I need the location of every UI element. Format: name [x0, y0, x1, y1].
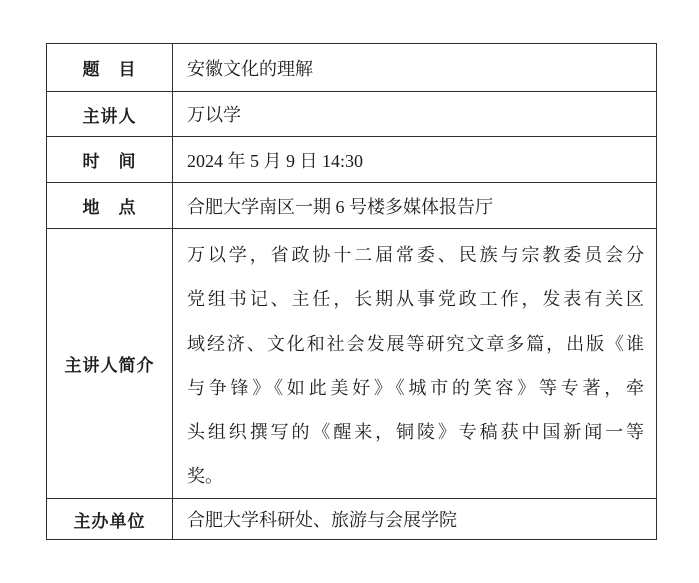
bio-line: 奖。 — [187, 466, 223, 487]
time-label: 时 间 — [47, 137, 173, 182]
title-label: 题 目 — [47, 44, 173, 91]
speaker-value: 万以学 — [187, 105, 241, 125]
table-row-speaker — [47, 92, 656, 137]
bio-line: 与争锋》《如此美好》《城市的笑容》等专著，牵 — [187, 377, 644, 398]
organizer-value: 合肥大学科研处、旅游与会展学院 — [187, 510, 457, 530]
time-value: 2024 年 5 月 9 日 14:30 — [187, 150, 364, 171]
bio-line: 头组织撰写的《醒来，铜陵》专稿获中国新闻一等 — [187, 422, 644, 443]
table-row-bio — [47, 229, 656, 499]
table-row-organizer — [47, 499, 656, 539]
location-value: 合肥大学南区一期 6 号楼多媒体报告厅 — [187, 196, 493, 217]
lecture-info-table — [46, 43, 657, 540]
table-row-location — [47, 183, 656, 229]
location-label: 地 点 — [47, 183, 173, 228]
table-row-title — [47, 44, 656, 92]
bio-line: 万以学，省政协十二届常委、民族与宗教委员会分 — [187, 245, 644, 265]
table-row-time — [47, 137, 656, 183]
bio-line: 党组书记、主任，长期从事党政工作，发表有关区 — [187, 289, 644, 310]
bio-line: 域经济、文化和社会发展等研究文章多篇，出版《谁 — [187, 333, 644, 354]
title-value: 安徽文化的理解 — [187, 58, 313, 79]
bio-label: 主讲人简介 — [47, 229, 173, 498]
speaker-label: 主讲人 — [47, 92, 173, 136]
organizer-label: 主办单位 — [47, 499, 173, 539]
bio-value — [173, 229, 656, 498]
